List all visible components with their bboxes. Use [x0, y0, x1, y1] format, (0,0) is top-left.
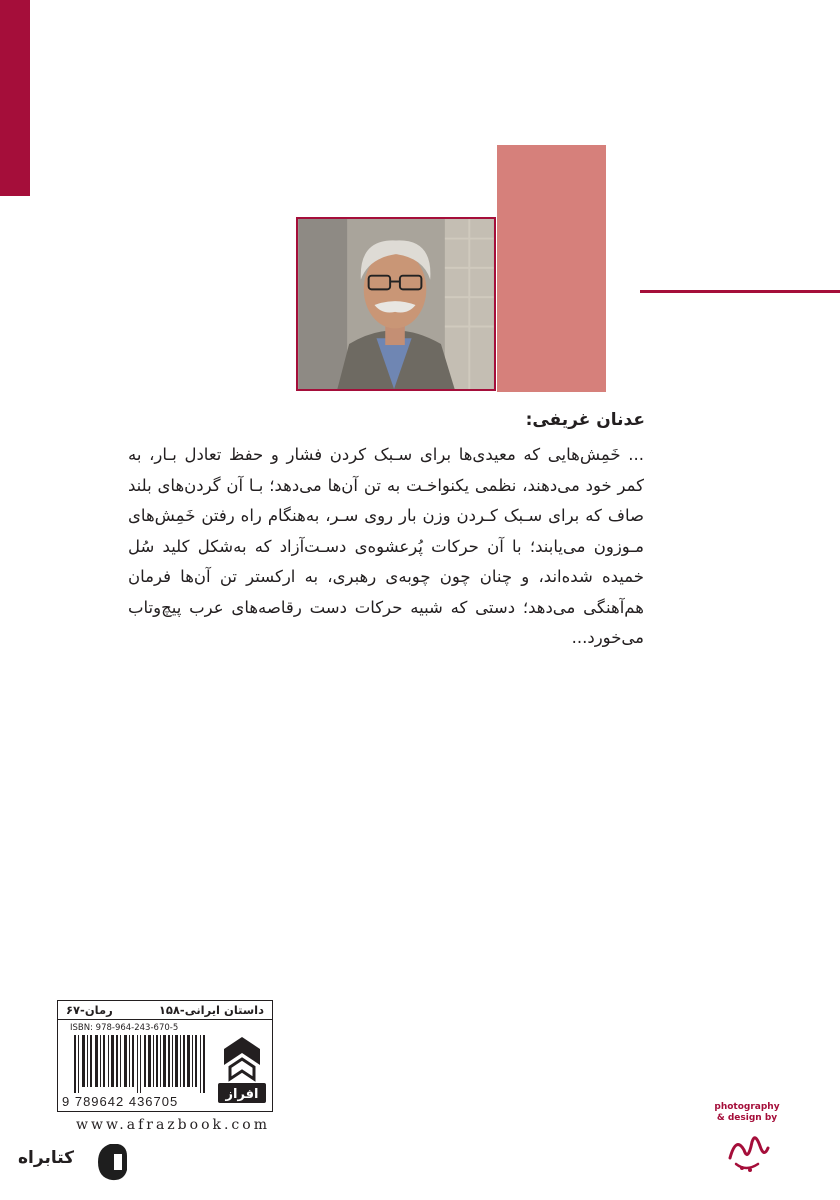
barcode-digits: 9 789642 436705	[62, 1094, 179, 1109]
back-cover-blurb: ... خَمِش‌هایی که معیدی‌ها برای سـبک کردن فشار و حفظ تعادل بـار، به کمر خود می‌دهند، نظمی یکنواخـت به تن آن‌ها می‌دهد؛ بـا آن گردن‌های بلند صاف که برای سـبک کـردن وزن بار روی سـر، به‌هنگام راه رفتن خَمِش‌های مـوزون می‌یابند؛ با آن حرکات پُرعشوه‌ی دسـت‌آزاد که به‌شکل کلید سُل خمیده شده‌اند، و چنان چون چوبه‌ی رهبری، به ارکستر تن آن‌ها فرمان هم‌آهنگی می‌دهد؛ دستی که شبیه حرکات دست رقاصه‌های عرب پیچ‌وتاب می‌خورد...	[128, 445, 644, 647]
portrait-image	[298, 219, 494, 389]
ketabrah-logo	[18, 1140, 128, 1182]
series-iranian-fiction: داستان ایرانی-۱۵۸	[158, 1003, 264, 1017]
designer-signature-icon	[722, 1128, 772, 1174]
isbn-label: ISBN: 978-964-243-670-5	[70, 1023, 179, 1033]
publisher-website[interactable]: www.afrazbook.com	[76, 1117, 270, 1133]
series-info	[58, 1001, 272, 1020]
afraz-logo-icon	[214, 1035, 270, 1105]
barcode-icon	[72, 1035, 212, 1093]
right-accent-line	[640, 290, 840, 293]
series-novel: رمان-۶۷	[66, 1003, 113, 1017]
ketabrah-name: کتابراه	[18, 1148, 75, 1168]
author-name: عدنان غریفی:	[525, 410, 645, 430]
credit-line-design: & design by	[716, 1113, 778, 1123]
pink-decor-block	[497, 145, 606, 392]
top-left-accent-bar	[0, 0, 30, 196]
ketabrah-mark-icon	[96, 1140, 130, 1182]
credit-line-photography: photography	[714, 1102, 780, 1112]
afraz-logo-text: افراز	[225, 1087, 259, 1102]
author-portrait	[296, 217, 496, 391]
barcode-box	[57, 1000, 273, 1112]
design-credit	[702, 1102, 792, 1124]
